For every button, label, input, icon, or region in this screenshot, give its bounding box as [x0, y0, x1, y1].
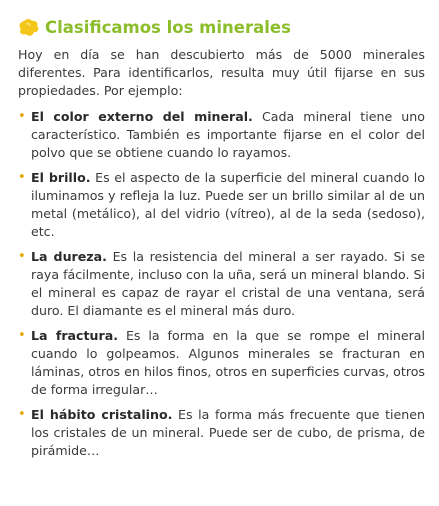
item-term: El hábito cristalino. — [31, 407, 173, 422]
list-item-color — [18, 108, 425, 162]
item-description: Es la forma en la que se rompe el mineral cuando lo golpeamos. Algunos minerales se fracturan en láminas, otros en hilos finos, otros en superficies curvas, otros de forma irregular… — [31, 328, 425, 397]
item-description: Es la resistencia del mineral a ser rayado. Si se raya fácilmente, incluso con la uña, será un mineral blando. Si el mineral es capaz de rayar el cristal de una ventana, será duro. El diamante es el mineral más duro. — [31, 249, 425, 318]
bullet-icon: • — [18, 328, 26, 343]
item-term: La fractura. — [31, 328, 118, 343]
section-heading — [18, 18, 425, 38]
intro-paragraph: Hoy en día se han descubierto más de 5000 minerales diferentes. Para identificarlos, resulta muy útil fijarse en sus propiedades. Por ejemplo: — [18, 47, 425, 98]
list-item-dureza — [18, 248, 425, 320]
list-item-habito — [18, 406, 425, 460]
yellow-blob-icon — [18, 18, 40, 38]
page-title: Clasificamos los minerales — [45, 18, 291, 37]
item-term: El brillo. — [31, 170, 91, 185]
list-item-brillo — [18, 169, 425, 241]
bullet-icon: • — [18, 249, 26, 264]
bullet-icon: • — [18, 109, 26, 124]
item-description: Cada mineral tiene uno característico. También es importante fijarse en el color del polvo que se obtiene cuando lo rayamos. — [31, 109, 425, 160]
item-description: Es la forma más frecuente que tienen los cristales de un mineral. Puede ser de cubo, de prisma, de pirámide… — [31, 407, 426, 458]
bullet-icon: • — [18, 407, 26, 422]
bullet-icon: • — [18, 170, 26, 185]
item-term: La dureza. — [31, 249, 107, 264]
properties-list — [18, 108, 425, 460]
list-item-fractura — [18, 327, 425, 399]
item-term: El color externo del mineral. — [31, 109, 253, 124]
item-description: Es el aspecto de la superficie del mineral cuando lo iluminamos y refleja la luz. Puede ser un brillo similar al de un metal (metálico), al del vidrio (vítreo), al de la seda (sedoso), etc. — [31, 170, 425, 239]
